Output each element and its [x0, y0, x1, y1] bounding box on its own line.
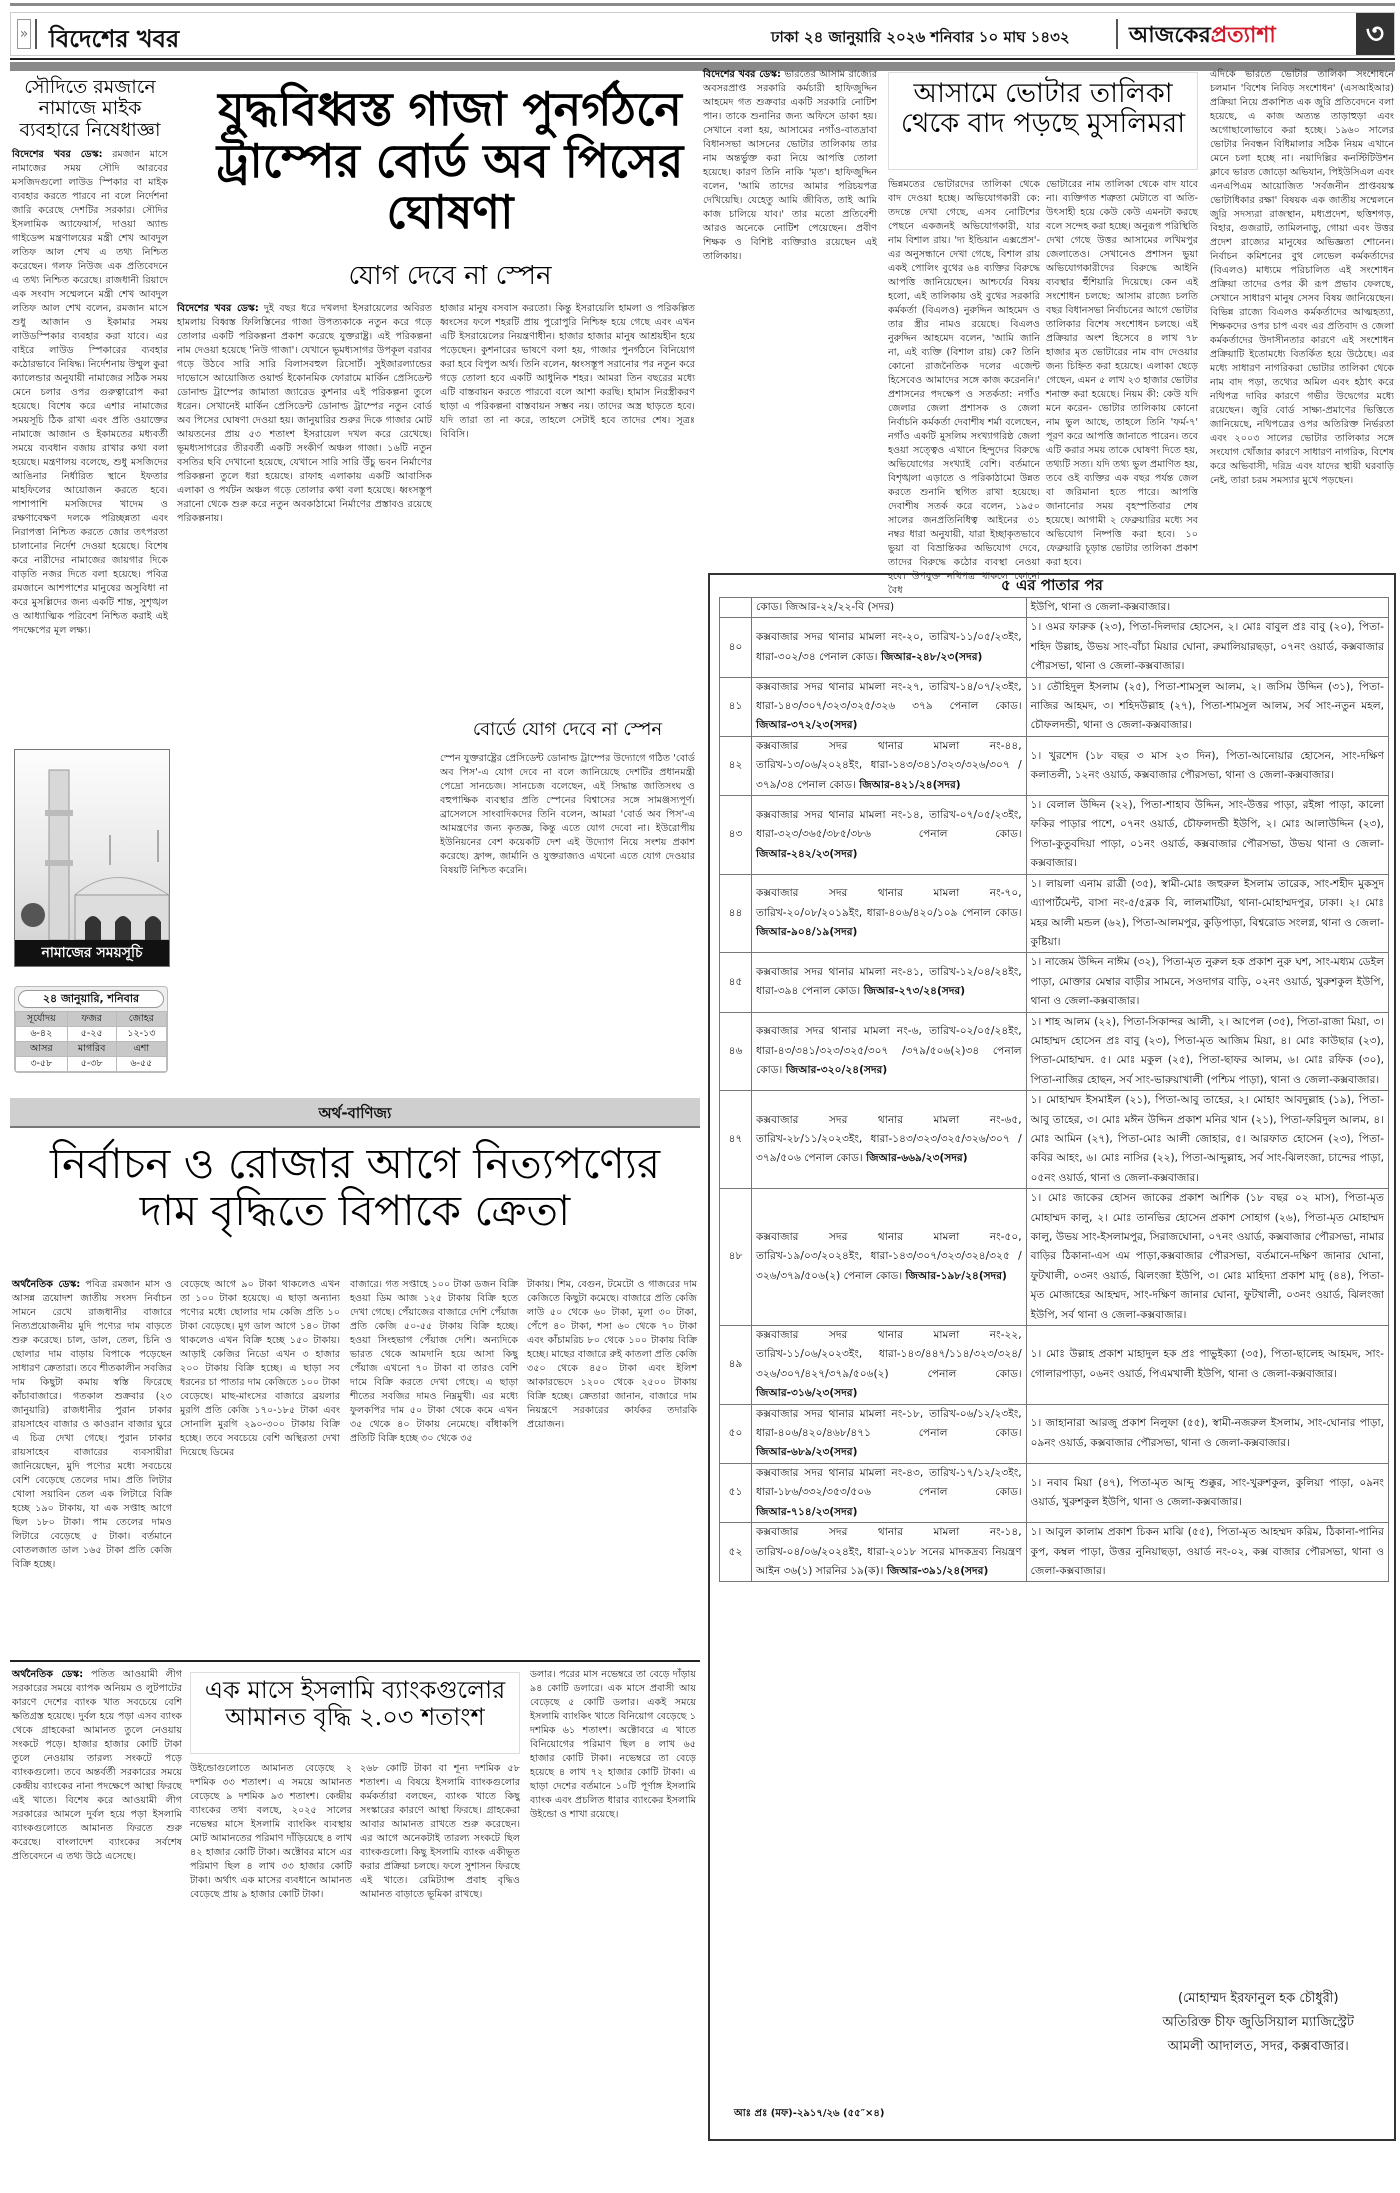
- prayer-time: ১২-১৩: [116, 1027, 166, 1042]
- case-cell: [751, 796, 1026, 875]
- mosque-image: [14, 749, 170, 967]
- case-cell: [751, 1189, 1026, 1326]
- serial-cell: ৪৮: [720, 1189, 752, 1326]
- gr-number: জিআর-৬৮৯/২৩(সদর): [755, 1446, 858, 1459]
- gr-number: জিআর-২৪৮/২৩(সদর): [880, 650, 983, 663]
- dateline: বিদেশের খবর ডেস্ক:: [703, 69, 781, 80]
- case-text: কক্সবাজার সদর থানার মামলা নং-১৪, তারিখ-০৪/০৬/২০২৪ইং, ধারা-২০১৮ সনের মাদকদ্রব্য নিয়ন্ত্রণ আইন ৩৬(১) সারনির ১৯(ক)।: [755, 1526, 1022, 1577]
- gr-number: জিআর-৩৯১/২৪(সদর): [886, 1564, 989, 1577]
- accused-cell: ১। খুরশেদ (১৮ বছর ৩ মাস ২৩ দিন), পিতা-আনোয়ার হোসেন, সাং-দক্ষিণ কলাতলী, ১২নং ওয়ার্ড, কক্সবাজার পৌরসভা, থানা ও জেলা-কক্সবাজার।: [1026, 736, 1388, 795]
- case-cell: [751, 736, 1026, 795]
- table-row: [720, 736, 1389, 795]
- article-text: এদিকে ভারতে ভোটার তালিকা সংশোধনে চলমান 'বিশেষ নিবিড় সংশোধন' (এসআইআর) প্রক্রিয়া নিয়ে প্রকাশিত এক জুরি প্রতিবেদনে বলা হয়েছে, এ কাজ অত্যন্ত তাড়াহুড়া এবং অগোছালোভাবে করা হচ্ছে। ১৯৬০ সালের ভোটার নিবন্ধন বিধিমালার সঠিক নিয়ম এখানে মেনে চলা হচ্ছে না। নয়াদিল্লির কনস্টিটিউশন ক্লাবে ভারত জোড়ো অভিযান, পিইউসিএল এবং এনএপিএম আয়োজিত 'সর্বজনীন প্রাপ্তবয়স্ক ভোটাধিকার রক্ষা' বিষয়ক এক জাতীয় সম্মেলনে জুরি সদস্যরা রাজস্থান, মধ্যপ্রদেশ, ছত্তিশগড়, বিহার, গুজরাট, তামিলনাড়ু, গোয়া এবং উত্তর প্রদেশ রাজ্যের মানুষের অভিজ্ঞতা শোনেন। নির্বাচন কমিশনের বুথ লেভেল কর্মকর্তাদের (বিএলও) মাধ্যমে পরিচালিত এই সংশোধন প্রক্রিয়া তাদের ওপর কী রূপ প্রভাব ফেলছে, সেখানে সাধারণ মানুষ সেসব বিষয় জানিয়েছেন। বিভিন্ন রাজ্যে বিএলও কর্মকর্তাদের আত্মহত্যা, শিক্ষকদের ওপর চাপ এবং এর প্রতিবাদ ও জেলা কর্মকর্তাদের উদাসীনতার কারণে এই সংশোধন প্রক্রিয়াটি ইতোমধ্যে বিতর্কিত হয়ে উঠেছে। এর মধ্যে সাধারণ নাগরিকরা ভোটার তালিকা থেকে নাম বাদ পড়া, তথ্যের অমিল এবং হঠাৎ করে নথিপত্র দাবির কারণে গভীর উদ্বেগের মধ্যে রয়েছেন। জুরি বোর্ড সাক্ষ্য-প্রমাণের ভিত্তিতে জানিয়েছে, নথিপত্রের ওপর অতিরিক্ত নির্ভরতা এবং ২০০৩ সালের ভোটার তালিকার সঙ্গে সংযোগ খোঁজার কারণে সাধারণ নাগরিক, বিশেষ করে অভিবাসী, দরিদ্র এবং যাদের স্থায়ী ঘরবাড়ি নেই, তারা চরম সমস্যার মুখে পড়ছেন।: [1210, 69, 1394, 486]
- assam-col-4: [1210, 68, 1394, 566]
- assam-headline: আসামে ভোটার তালিকা থেকে বাদ পড়ছে মুসলিমরা: [900, 78, 1186, 140]
- serial-cell: ৪৯: [720, 1326, 752, 1405]
- assam-headline-box: [888, 72, 1198, 170]
- signature-name: (মোহাম্মদ ইরফানুল হক চৌধুরী): [1177, 1991, 1339, 2006]
- table-row: [720, 874, 1389, 953]
- prayer-time: ৬-৫৫: [116, 1057, 166, 1072]
- gr-number: জিআর-৭১৪/২৩(সদর): [755, 1505, 858, 1518]
- serial-cell: ৪৬: [720, 1012, 752, 1091]
- top-rule: [10, 3, 1395, 6]
- prayer-date: ২৪ জানুয়ারি, শনিবার: [18, 990, 164, 1008]
- assam-col-3: [1046, 178, 1198, 566]
- accused-cell: ১। ওমর ফারুক (২৩), পিতা-দিলদার হোসেন, ২। মোঃ বাবুল প্রঃ বাবু (২০), পিতা-শহিদ উল্লাহ, উভয় সাং-বাঁচা মিয়ার ঘোনা, রুমালিয়ারছড়া, ০৭নং ওয়ার্ড, কক্সবাজার পৌরসভা, থানা ও জেলা-কক্সবাজার।: [1026, 618, 1388, 677]
- serial-cell: ৪০: [720, 618, 752, 677]
- header-divider: [1116, 19, 1118, 49]
- article-text: ভারতের আসাম রাজ্যের অবসরপ্রাপ্ত সরকারি কর্মচারী হাফিজুদ্দিন আহমেদ গত শুক্রবার একটি সরকারি নোটিশ পান। তাকে শুনানির জন্য অফিসে ডাকা হয়। সেখানে বলা হয়, আসামের নগাঁও-বাতদ্রাবা বিধানসভা আসনের ভোটার তালিকায় তার নাম অন্তর্ভুক্ত করা নিয়ে আপত্তি তোলা হয়েছে। কারণ তিনি নাকি 'মৃত'। হাফিজুদ্দিন বলেন, 'আমি তাদের আমার পরিচয়পত্র দেখিয়েছি। যেহেতু আমি জীবিত, তাই আমি কাজ চালিয়ে যাব।' তার মতো প্রতিবেশী আরও অনেকে নোটিশ পেয়েছেন। প্রবীণ শিক্ষক ও বিশিষ্ট ব্যক্তিরাও রয়েছেন এই তালিকায়।: [703, 69, 877, 262]
- case-text: কক্সবাজার সদর থানার মামলা নং-২৭, তারিখ-১৪/০৭/২৩ইং, ধারা-১৪৩/৩০৭/৩২৩/৩২৫/৩২৬ ৩৭৯ পেনাল কোড।: [755, 680, 1022, 713]
- article-text: বাজারে। গত সপ্তাহে ১০০ টাকা ডজন বিক্রি হওয়া ডিম আজ ১২৫ টাকায় বিক্রি হতে দেখা গেছে। পেঁয়াজের বাজারে দেশি পেঁয়াজ প্রতি কেজি ৫০-৫৫ টাকায় বিক্রি হচ্ছে। হওয়া সিংহভাগ পেঁয়াজ দেশি। অন্যদিকে ভারত থেকে আমদানি হয়ে আসা কিছু পেঁয়াজ এখনো ৭০ টাকা বা তারও বেশি দামে বিক্রি করতে দেখা গেছে। এ ছাড়া শীতের সবজির দামও নিম্নমুখী। এর মধ্যে ফুলকপির দাম ৫০ টাকা থেকে কমে এখন ৩৫ থেকে ৪০ টাকায় নেমেছে। বাঁধাকপি প্রতিটি বিক্রি হচ্ছে ৩০ থেকে ৩৫: [350, 1279, 518, 1444]
- serial-cell: ৪১: [720, 677, 752, 736]
- article-text: রমজান মাসে নামাজের সময় সৌদি আরবের মসজিদগুলো লাউড স্পিকার বা মাইক ব্যবহার করতে পারবে না বলে নির্দেশনা জারি করেছে দেশটির সরকার। সৌদির ইসলামিক অ্যাফেয়ার্স, দাওয়া অ্যান্ড গাইডেন্স মন্ত্রণালয়ের মন্ত্রী শেখ আবদুল লতিফ আল শেখ এ তথ্য নিশ্চিত করেছেন। গলফ নিউজ এক প্রতিবেদনে এ তথ্য নিশ্চিত করেছে। রাজধানী রিয়াদে এক সংবাদ সম্মেলনে মন্ত্রী শেখ আবদুল লতিফ আল শেখ বলেন, রমজান মাসে শুধু আজান ও ইকামার সময় লাউডস্পিকার ব্যবহার করা যাবে। এর বাইরে লাউড স্পিকারের ব্যবহার কঠোরভাবে নিষিদ্ধ। নির্দেশনায় উম্মুল কুরা ক্যালেন্ডার অনুযায়ী নামাজের সঠিক সময় মেনে চলার ওপর গুরুত্বারোপ করা হয়েছে। বিশেষ করে এশার নামাজের সময়সূচি ঠিক রাখা এবং প্রতি ওয়াক্তের নামাজে আজান ও ইকামতের মধ্যবর্তী সময়ে ব্যবধান বজায় রাখার কথা বলা হয়েছে। মন্ত্রণালয় বলেছে, শুধু মসজিদের আঙিনার নির্ধারিত স্থানে ইফতার মাহফিলের আয়োজন করতে হবে। পাশাপাশি মসজিদের খাদেম ও রক্ষণাবেক্ষণ দলকে পরিচ্ছন্নতা এবং নিরাপত্তা নিশ্চিত করতে জোর তৎপরতা চালানোর নির্দেশ দেওয়া হয়েছে। বিশেষ করে নারীদের নামাজের জায়গার দিকে বাড়তি নজর দিতে বলা হয়েছে। পবিত্র রমজানে আশপাশের মানুষের অসুবিধা না করে মুসল্লিদের জন্য একটি শান্ত, সুশৃঙ্খল ও আধ্যাত্মিক পরিবেশ নিশ্চিত করাই এই পদক্ষেপের মূল লক্ষ্য।: [12, 149, 168, 636]
- case-text: কক্সবাজার সদর থানার মামলা নং-৪৪, তারিখ-১৩/০৬/২০২৪ইং, ধারা-১৪৩/৩৪১/৩২৩/৩২৬/৩০৭ /৩৭৯/৩৪ পেনাল কোড।: [755, 739, 1022, 791]
- prayer-time: ৬-৪২: [16, 1027, 68, 1042]
- gaza-col-1: [177, 302, 432, 1072]
- spain-subhead: বোর্ডে যোগ দেবে না স্পেন: [472, 719, 663, 740]
- gr-number: জিআর-৩৭২/২৩(সদর): [755, 719, 858, 732]
- prayer-time: ৩-৫৮: [16, 1057, 68, 1072]
- accused-cell: ১। মোঃ জাকের হোসন জাকের প্রকাশ আশিক (১৮ বছর ০২ মাস), পিতা-মৃত মোহাম্মদ কালু, ২। মোঃ তানভির হোসেন প্রকাশ সোহাগ (২৬), পিতা-মৃত মোহাম্মদ কালু, উভয় সাং-ইসলামপুর, সিরাজঘোনা, ০৭নং ওয়ার্ড, কক্সবাজার পৌরসভা, নামার বাড়ির ঠিকানা-এস এম পাড়া,কক্সবাজার পৌরসভা, বর্তমানে-দক্ষিণ জানার ঘোনা, ফুটখালী, ০৩নং ওয়ার্ড, ঝিলংজা ইউপি, ৩। মোঃ মাহিদ্যা প্রকাশ মাদু (৪৪), পিতা-মৃত মোজাহের আহম্মদ, সাং-দক্ষিণ জানার ঘোনা, ফুটখালী, ০৩নং ওয়ার্ড, ঝিলংজা ইউপি, সর্ব থানা ও জেলা-কক্সবাজার।: [1026, 1189, 1388, 1326]
- saudi-body: [12, 148, 168, 738]
- case-text: কক্সবাজার সদর থানার মামলা নং-৪৩, তারিখ-১৭/১২/২৩ইং, ধারা-১৮৬/৩৩২/৩৫৩/৫০৬ পেনাল কোড।: [755, 1466, 1022, 1499]
- newspaper-logo: [1129, 18, 1276, 55]
- prayer-label: আসর: [16, 1042, 68, 1057]
- gaza-col-2: [440, 302, 695, 712]
- article-text: ডলার। পরের মাস নভেম্বরে তা বেড়ে দাঁড়ায় ৯৪ কোটি ডলারে। এক মাসে প্রবাসী আয় বেড়েছে ৫ কোটি ডলার। একই সময়ে ইসলামি ব্যাংকিং খাতে বিনিয়োগ বেড়েছে ১ দশমিক ৬১ শতাংশ। অক্টোবরে এ খাতে বিনিয়োগের পরিমাণ ছিল ৪ লাখ ৬৫ হাজার কোটি টাকা। নভেম্বরে তা বেড়ে হয়েছে ৪ লাখ ৭২ হাজার কোটি টাকা। এ ছাড়া দেশের বর্তমানে ১০টি পূর্ণাঙ্গ ইসলামি ব্যাংক এবং প্রচলিত ধারার ব্যাংকের ইসলামি উইন্ডো ও শাখা রয়েছে।: [530, 1669, 696, 1820]
- gr-number: জিআর-৩১৬/২৩(সদর): [755, 1387, 858, 1400]
- table-row: [720, 1012, 1389, 1091]
- accused-cell: ১। শাহ আলম (২২), পিতা-সিকান্দর আলী, ২। আপেল (৩৫), পিতা-রাজা মিয়া, ৩। মোহাম্মদ হোসেন প্রঃ বাবু (২৩), পিতা-মৃত আজিম মিয়া, ৪। মোঃ কাউছার (২৩), পিতা-মোহাম্মদ. ৫। মোঃ মকুল (২৫), পিতা-ছাফর আলম, ৬। মোঃ রফিক (৩০), পিতা-নাজির হোছন, সর্ব সাং-ভারুয়াখালী (পশ্চিম পাড়া), থানা ও জেলা-কক্সবাজার।: [1026, 1012, 1388, 1091]
- table-row: [720, 618, 1389, 677]
- gaza-col-3: [440, 752, 695, 1072]
- chevron-icon: »: [17, 19, 31, 49]
- case-text: কক্সবাজার সদর থানার মামলা নং-২০, তারিখ-১১/০৫/২৩ইং, ধারা-৩০২/৩৪ পেনাল কোড।: [755, 631, 1022, 663]
- gr-number: জিআর-২৭৩/২৪(সদর): [863, 985, 966, 998]
- dateline: অর্থনৈতিক ডেস্ক:: [12, 1669, 84, 1680]
- prayer-time: ৫-৩৮: [67, 1057, 116, 1072]
- prayer-label: জোহর: [116, 1012, 166, 1027]
- case-cell: [751, 1091, 1026, 1189]
- table-row: [720, 796, 1389, 875]
- bank-col-2: [190, 1762, 352, 2182]
- case-cell: [751, 618, 1026, 677]
- notice-title: ৫ এর পাতার পর: [1001, 576, 1103, 594]
- prayer-time: ৫-২৫: [67, 1027, 116, 1042]
- assam-col-2: [888, 178, 1040, 596]
- header-rule: [10, 58, 1395, 60]
- serial-cell: ৫২: [720, 1523, 752, 1582]
- business-col-1: [12, 1278, 172, 1643]
- serial-cell: ৪২: [720, 736, 752, 795]
- case-cell: কোড। জিআর-২২/২২-বি (সদর): [751, 598, 1026, 618]
- case-cell: [751, 1012, 1026, 1091]
- prayer-label: মাগরিব: [67, 1042, 116, 1057]
- accused-cell: ১। জাহানারা আরজু প্রকাশ নিলুফা (৫৫), স্বামী-নজরুল ইসলাম, সাং-ঘোনার পাড়া, ০৯নং ওয়ার্ড, কক্সবাজার পৌরসভা, থানা ও জেলা-কক্সবাজার।: [1026, 1404, 1388, 1463]
- mosque-icon: [15, 750, 169, 940]
- prayer-title: নামাজের সময়সূচি: [15, 940, 169, 966]
- prayer-label: ফজর: [67, 1012, 116, 1027]
- bank-col-4: [530, 1668, 696, 2183]
- serial-cell: ৪৭: [720, 1091, 752, 1189]
- section-band: [10, 1098, 700, 1128]
- article-text: স্পেন যুক্তরাষ্ট্রের প্রেসিডেন্ট ডোনাল্ড ট্রাম্পের উদ্যোগে গঠিত 'বোর্ড অব পিস'-এ যোগ দেবে না বলে জানিয়েছে দেশটির প্রধানমন্ত্রী পেদ্রো সানচেজ। সানচেজ বলেছেন, এই সিদ্ধান্ত জাতিসংঘ ও বহুপাক্ষিক ব্যবস্থার প্রতি স্পেনের বিশ্বাসের সঙ্গে সামঞ্জস্যপূর্ণ। ব্রাসেলসে সাংবাদিকদের তিনি বলেন, আমরা 'বোর্ড অব পিস'-এ আমন্ত্রণের জন্য কৃতজ্ঞ, কিন্তু এতে যোগ দেবো না। ইউরোপীয় ইউনিয়নের বেশ কয়েকটি দেশ এই উদ্যোগ নিয়ে সংশয় প্রকাশ করেছে। ফ্রান্স, জার্মানি ও যুক্তরাজ্যও এখনো এতে যোগ দেওয়ার বিষয়টি নিশ্চিত করেনি।: [440, 753, 695, 876]
- gr-number: জিআর-১৯৮/২৪(সদর): [905, 1269, 1007, 1282]
- article-text: দুই বছর ধরে দখলদা ইসরায়েলের অবিরত হামলায় বিধ্বস্ত ফিলিস্তিনের গাজা উপত্যকাকে নতুন করে গড়ে তোলার একটি পরিকল্পনা প্রকাশ করেছে যুক্তরাষ্ট্র। এই পরিকল্পনা নাম দেওয়া হয়েছে 'নিউ গাজা'। যেখানে ভূমধ্যসাগর উপকূল বরাবর গড়ে উঠবে সারি সারি বিলাসবহুল রিসোর্ট। সুইজারল্যান্ডের দাভোসে আয়োজিত ওয়ার্ল্ড ইকোনমিক ফোরামে মার্কিন প্রেসিডেন্ট ডোনাল্ড ট্রাম্পের জামাতা জ্যারেড কুশনার এই পরিকল্পনা তুলে ধরেন। সেখানেই মার্কিন প্রেসিডেন্ট ডোনাল্ড ট্রাম্পের নতুন বোর্ড অব পিসের ঘোষণা দেওয়া হয়। জানুয়ারির শুরুর দিকে গাজার মোট আয়তনের প্রায় ৫৩ শতাংশ ইসরায়েল দখল করে রেখেছে। ভূমধ্যসাগরের তীরবর্তী একটি সংকীর্ণ অঞ্চল গাজা। ১৬টি নতুন বসতির ছবি দেখানো হয়েছে, যেখানে সারি সারি উঁচু ভবন নির্মাণের পরিকল্পনা তুলে ধরা হয়েছে। রাফাহ এলাকায় একটি আবাসিক এলাকা ও পর্যটন অঞ্চল গড়ে তোলার কথা বলা হয়েছে। ধ্বংসস্তূপ সরানো থেকে শুরু করে নতুন অবকাঠামো নির্মাণের প্রস্তাবও রয়েছে পরিকল্পনায়।: [177, 303, 433, 524]
- case-cell: [751, 1326, 1026, 1405]
- article-text: পবিত্র রমজান মাস ও আসন্ন ত্রয়োদশ জাতীয় সংসদ নির্বাচন সামনে রেখে রাজধানীর বাজারে নিত্যপ্রয়োজনীয় মুদি পণ্যের দাম বাড়তে শুরু করেছে। চাল, ডাল, তেল, চিনি ও ছোলার দাম বাড়ায় বিপাকে পড়েছেন সাধারণ ক্রেতারা। তবে শীতকালীন সবজির দাম কিছুটা কমায় স্বস্তি ফিরেছে কাঁচাবাজারে। গতকাল শুক্রবার (২৩ জানুয়ারি) রাজধানীর পুরান ঢাকার রায়সাহেব বাজার ও কাওরান বাজার ঘুরে এ চিত্র দেখা গেছে। পুরান ঢাকার রায়সাহেব বাজারের ব্যবসায়ীরা জানিয়েছেন, মুদি পণ্যের মধ্যে সবচেয়ে বেশি বেড়েছে তেলের দাম। প্রতি লিটার খোলা সয়াবিন তেল এক লিটারে বিক্রি হচ্ছে ১৯০ টাকায়, যা এক সপ্তাহ আগে ছিল ১৮০ টাকা। পাম তেলের দামও লিটারে বেড়েছে ৫ টাকা। বর্তমানে বোতলজাত ডাল ১৬৫ টাকা প্রতি কেজি বিক্রি হচ্ছে।: [12, 1279, 172, 1570]
- table-row: [720, 953, 1389, 1012]
- gr-number: জিআর-২৪২/২৩(সদর): [755, 847, 858, 860]
- case-cell: [751, 1523, 1026, 1582]
- accused-cell: ১। লায়লা এনাম রাত্রী (৩৫), স্বামী-মোঃ জহুরুল ইসলাম তারেক, সাং-শহীদ মুকসুদ এ্যাপার্টমেন্ট, বাসা নং-৫/৫ব্লক বি, লালমাটিয়া, থানা-মোহাম্মদপুর, ঢাকা। ২। মোঃ মহর আলী মন্ডল (৬২), পিতা-আলমপুর, কুড়িপাড়া, বিশ্বরোড সংলগ্ন, থানা ও জেলা-কুষ্টিয়া।: [1026, 874, 1388, 953]
- dateline: বিদেশের খবর ডেস্ক:: [177, 303, 259, 314]
- business-col-2: [180, 1278, 340, 1643]
- signature-block: [1163, 1987, 1354, 2059]
- accused-cell: ১। নাজেম উদ্দিন নাঈম (৩২), পিতা-মৃত নুরুল হক প্রকাশ নুরু ঘশ, সাং-মধ্যম ডেইল পাড়া, মোক্তার মেম্বার বাড়ীর সামনে, সওদাগর বাড়ি, ০২নং ওয়ার্ড, খুরুশকুল ইউপি, থানা ও জেলা-কক্সবাজার।: [1026, 953, 1388, 1012]
- gr-number: জিআর-৬৬৯/২৩(সদর): [866, 1152, 968, 1165]
- case-text: কক্সবাজার সদর থানার মামলা নং-৬৫, তারিখ-২৮/১১/২০২৩ইং, ধারা-১৪৩/৩২৩/৩২৫/৩২৬/৩০৭ /৩৭৯/৫০৬ পেনাল কোড।: [755, 1113, 1022, 1165]
- business-col-3: [350, 1278, 518, 1643]
- notice-table: [719, 597, 1389, 1582]
- table-row: [720, 598, 1389, 618]
- serial-cell: ৫০: [720, 1404, 752, 1463]
- assam-col-1: [703, 68, 877, 563]
- bank-col-1: [12, 1668, 182, 2183]
- ad-code: আঃ প্রঃ (মফ)-২৯১৭/২৬ (৫৫″×৪): [734, 2108, 885, 2119]
- article-text: টাকায়। শিম, বেগুন, টমেটো ও গাজরের দাম কেজিতে কিছুটা কমেছে। বাজারে প্রতি কেজি লাউ ৫০ থেকে ৬০ টাকা, মূলা ৩০ টাকা, পেঁপে ৪০ টাকা, শসা ৬০ থেকে ৭০ টাকা এবং কাঁচামরিচ ৮০ থেকে ১০০ টাকায় বিক্রি হচ্ছে। মাছের বাজারে রুই কাতলা প্রতি কেজি ৩৫০ থেকে ৪৫০ টাকা এবং ইলিশ আকারভেদে ১২০০ থেকে ২৫০০ টাকায় বিক্রি হচ্ছে। ক্রেতারা জানান, বাজারে দাম নিয়ন্ত্রণে সরকারের কার্যকর তদারকি প্রয়োজন।: [527, 1279, 697, 1430]
- accused-cell: ১। বেলাল উদ্দিন (২২), পিতা-শাহাব উদ্দিন, সাং-উত্তর পাড়া, রইঙ্গা পাড়া, কালো ফকির পাড়ার পাশে, ০৭নং ওয়ার্ড, চৌফলদন্ডী ইউপি, ২। মোঃ আলাউদ্দিন (২৩), পিতা-কুতুবদিয়া পাড়া, ০১নং ওয়ার্ড, কক্সবাজার পৌরসভা, উভয় থানা ও জেলা-কক্সবাজার।: [1026, 796, 1388, 875]
- section-label: অর্থ-বাণিজ্য: [318, 1104, 392, 1122]
- article-text: ২৬৮ কোটি টাকা বা শূন্য দশমিক ৫৮ শতাংশ। এ বিষয়ে ইসলামি ব্যাংকগুলোর কর্মকর্তারা বলছেন, ব্যাংক খাতে কিছু সংস্কারের কারণে আস্থা ফিরছে। গ্রাহকেরা আবার আমানত রাখতে শুরু করেছেন। এর আগে অনেকটাই তারল্য সংকটে ছিল ব্যাংকগুলো। কিছু ইসলামি ব্যাংক একীভূত করার প্রক্রিয়া চলছে। ফলে সুশাসন ফিরছে এই খাতে। রেমিট্যান্স প্রবাহ বৃদ্ধিও আমানত বাড়াতে ভূমিকা রাখছে।: [360, 1763, 520, 1900]
- issue-date: ঢাকা ২৪ জানুয়ারি ২০২৬ শনিবার ১০ মাঘ ১৪৩২: [771, 28, 1070, 46]
- accused-cell: ইউপি, থানা ও জেলা-কক্সবাজার।: [1026, 598, 1388, 618]
- serial-cell: ৪৫: [720, 953, 752, 1012]
- table-row: [720, 1189, 1389, 1326]
- accused-cell: ১। মোহাম্মদ ইসমাইল (২১), পিতা-আবু তাহের, ২। মোহাং আবদুল্লাহ (১৯), পিতা-আবু তাহের, ৩। মোঃ মঈন উদ্দিন প্রকাশ মনির খান (২১), পিতা-ফরিদুল আলম, ৪। মোঃ আমিন (২৭), পিতা-মোঃ আলী জোহার, ৫। আরফাত হোসেন (২৩), পিতা-কবির আহং, ৬। মোঃ নাসির (২২), পিতা-আব্দুল্লাহ, সর্ব সাং-ঝিলংজা, চান্দের পাড়া, ০৫নং ওয়ার্ড, থানা ও জেলা-কক্সবাজার।: [1026, 1091, 1388, 1189]
- table-row: [720, 1091, 1389, 1189]
- table-row: [720, 1523, 1389, 1582]
- business-col-4: [527, 1278, 697, 1643]
- bank-col-3: [360, 1762, 520, 2182]
- prayer-label: এশা: [116, 1042, 166, 1057]
- signature-court: আমলী আদালত, সদর, কক্সবাজার।: [1167, 2039, 1349, 2054]
- case-cell: [751, 874, 1026, 953]
- case-text: কক্সবাজার সদর থানার মামলা নং-৫০, তারিখ-১৯/০৩/২০২৪ইং, ধারা-১৪৩/৩০৭/৩২৩/৩২৪/৩২৫ /৩২৬/৩৭৯/৫০৬(২) পেনাল কোড।: [755, 1231, 1022, 1282]
- gr-number: জিআর-৯০৪/১৯(সদর): [755, 926, 858, 939]
- accused-cell: ১। আবুল কালাম প্রকাশ চিকন মাঝি (৫৫), পিতা-মৃত আহম্মদ করিম, ঠিকানা-পানির কুপ, কম্বল পাড়া, উত্তর নুনিয়াছড়া, ওয়ার্ড নং-০২, কক্স বাজার পৌরসভা, থানা ও জেলা-কক্সবাজার।: [1026, 1523, 1388, 1582]
- gr-number: জিআর-৪২১/২৪(সদর): [859, 778, 961, 791]
- case-cell: [751, 1404, 1026, 1463]
- article-text: উইন্ডোগুলোতে আমানত বেড়েছে ২ দশমিক ৩৩ শতাংশ। এ সময়ে আমানত বেড়েছে ৯ দশমিক ৯৩ শতাংশ। কেন্দ্রীয় ব্যাংকের তথ্য বলছে, ২০২৫ সালের নভেম্বর মাসে ইসলামি ব্যাংকিং ব্যবস্থায় মোট আমানতের পরিমাণ দাঁড়িয়েছে ৪ লাখ ৪২ হাজার কোটি টাকা। অক্টোবর মাসে এর পরিমাণ ছিল ৪ লাখ ৩৩ হাজার কোটি টাকা। অর্থাৎ এক মাসের ব্যবধানে আমানত বেড়েছে প্রায় ৯ হাজার কোটি টাকা।: [190, 1763, 352, 1900]
- serial-cell: ৫১: [720, 1463, 752, 1522]
- gaza-subhead: যোগ দেবে না স্পেন: [348, 261, 552, 291]
- serial-cell: ৪৩: [720, 796, 752, 875]
- logo-text: আজকের: [1129, 22, 1211, 48]
- case-text: কক্সবাজার সদর থানার মামলা নং-১৮, তারিখ-০৬/১২/২৩ইং, ধারা-৪০৬/৪২০/৪৬৮/৪৭১ পেনাল কোড।: [755, 1407, 1022, 1440]
- case-text: কক্সবাজার সদর থানার মামলা নং-৪১, তারিখ-১২/০৪/২৪ইং, ধারা-৩৯৪ পেনাল কোড।: [755, 966, 1022, 998]
- header-divider: [35, 19, 37, 49]
- dateline: অর্থনৈতিক ডেস্ক:: [12, 1279, 81, 1290]
- case-cell: [751, 953, 1026, 1012]
- business-headline: নির্বাচন ও রোজার আগে নিত্যপণ্যের দাম বৃদ্ধিতে বিপাকে ক্রেতা: [49, 1139, 661, 1236]
- legal-notice: [708, 573, 1396, 2141]
- article-text: হাজার মানুষ বসবাস করতো। কিন্তু ইসরায়েলি হামলা ও পরিকল্পিত ধ্বংসের ফলে শহরটি প্রায় পুরোপুরি নিশ্চিহ্ন হয়ে গেছে এবং এখন এটি ইসরায়েলের নিয়ন্ত্রণাধীন। হাজার হাজার মানুষ আশ্রয়হীন হয়ে পড়েছেন। কুশনারের ভাষণে বলা হয়, গাজার পুনর্গঠনে বিনিয়োগ করা হবে বিপুল অর্থ। তিনি বলেন, ধ্বংসস্তূপ সরানোর পর নতুন করে গড়ে তোলা হবে একটি আধুনিক শহর। আমরা তিন বছরের মধ্যে এটি বাস্তবায়ন করতে পারবো বলে আশা করছি। হামাস নিরস্ত্রীকরণ ছাড়া এ পরিকল্পনা বাস্তবায়ন সম্ভব নয়। তাদের অস্ত্র ছাড়তে হবে। যদি তারা তা না করে, তাহলে সেটাই হবে তাদের শেষ। সূত্রঃ বিবিসি।: [440, 303, 695, 440]
- case-text: কক্সবাজার সদর থানার মামলা নং-৭০, তারিখ-২০/০৮/২০১৯ইং, ধারা-৪০৬/৪২০/১০৯ পেনাল কোড।: [755, 887, 1022, 919]
- gaza-headline: যুদ্ধবিধ্বস্ত গাজা পুনর্গঠনে ট্রাম্পের বোর্ড অব পিসের ঘোষণা: [216, 82, 684, 240]
- section-title: বিদেশের খবর: [49, 24, 180, 53]
- logo-text-red: প্রত্যাশা: [1210, 22, 1276, 48]
- dateline: বিদেশের খবর ডেস্ক:: [12, 149, 103, 160]
- bank-headline-box: [190, 1672, 520, 1754]
- case-cell: [751, 677, 1026, 736]
- table-row: [720, 1404, 1389, 1463]
- case-text: কক্সবাজার সদর থানার মামলা নং-৬, তারিখ-০২/০৫/২৪ইং, ধারা-৪৩/৩৪১/৩২৩/৩২৫/৩০৭ /৩৭৯/৫০৬(২)৩৪ পেনাল কোড।: [755, 1025, 1022, 1077]
- prayer-times-table: [14, 986, 168, 1073]
- article-text: ভোটারের নাম তালিকা থেকে বাদ যাবে না। ব্যক্তিগত শত্রুতা মেটাতে বা অতি-উৎসাহী হয়ে কেউ কেউ এমনটা করছে বলে সন্দেহ করা হচ্ছে। অনুরূপ পরিস্থিতি দেখা গেছে উত্তর আসামের লখিমপুর জেলাতেও। সেখানেও প্রশাসন ভুয়া অভিযোগকারীদের বিরুদ্ধে আইনি ব্যবস্থার হুঁশিয়ারি দিয়েছে। কেন এই সংশোধন চলছে: আসাম রাজ্যে চলতি বছর বিধানসভা নির্বাচনের আগে ভোটার তালিকার বিশেষ সংশোধন চলছে। এই প্রক্রিয়ার অংশ হিসেবে ৪ লাখ ৭৮ হাজার মৃত ভোটারের নাম বাদ দেওয়ার জন্য চিহ্নিত করা হয়েছে। এলাকা ছেড়ে গেছেন, এমন ৫ লাখ ২৩ হাজার ভোটার শনাক্ত করা হয়েছে। নিয়ম কী: কেউ যদি মনে করেন- ভোটার তালিকায় কোনো নাম ভুল আছে, তাহলে তিনি 'ফর্ম-৭' পূরণ করে আপত্তি জানাতে পারেন। তবে এটি করার সময় তাকে ঘোষণা দিতে হয়, তথ্যটি সত্য। যদি তথ্য ভুল প্রমাণিত হয়, তবে ওই ব্যক্তির এক বছর পর্যন্ত জেল বা জরিমানা হতে পারে। আপত্তি জানানোর সময় বৃহস্পতিবার শেষ হয়েছে। আগামী ২ ফেব্রুয়ারির মধ্যে সব অভিযোগ নিষ্পত্তি করা হবে। ১০ ফেব্রুয়ারি চূড়ান্ত ভোটার তালিকা প্রকাশ করা হবে।: [1046, 179, 1198, 568]
- article-text: বেড়েছে আগে ৯০ টাকা থাকলেও এখন তা ১০০ টাকা হয়েছে। এ ছাড়া অন্যান্য পণ্যের মধ্যে ছোলার দাম কেজি প্রতি ১০ টাকা বেড়েছে। মুগ ডাল আগে ১৪০ টাকা থাকলেও এখন বিক্রি হচ্ছে ১৫০ টাকায়। আড়াই কেজির নিডো এখন ৩ হাজার ২০০ টাকায় বিক্রি হচ্ছে। এ ছাড়া সব ধরনের চা পাতার দাম কেজিতে ১০০ টাকা বেড়েছে। মাছ-মাংসের বাজারে ব্রয়লার মুরগি প্রতি কেজি ১৭০-১৮৫ টাকা এবং সোনালি মুরগি ২৯০-৩০০ টাকায় বিক্রি হচ্ছে। তবে সবচেয়ে বেশি অস্থিরতা দেখা দিয়েছে ডিমের: [180, 1279, 340, 1458]
- serial-cell: ৪৪: [720, 874, 752, 953]
- signature-title: অতিরিক্ত চীফ জুডিসিয়াল ম্যাজিস্ট্রেট: [1162, 2015, 1354, 2030]
- table-row: [720, 1463, 1389, 1522]
- accused-cell: ১। নবাব মিয়া (৪৭), পিতা-মৃত আব্দু শুক্কুর, সাং-খুরুশকুল, কুলিয়া পাড়া, ০৯নং ওয়ার্ড, খুরুশকুল ইউপি, থানা ও জেলা-কক্সবাজার।: [1026, 1463, 1388, 1522]
- table-row: [720, 1326, 1389, 1405]
- bank-headline: এক মাসে ইসলামি ব্যাংকগুলোর আমানত বৃদ্ধি ২.০৩ শতাংশ: [204, 1676, 506, 1731]
- gr-number: জিআর-৩২০/২৪(সদর): [785, 1064, 888, 1077]
- article-text: পতিত আওয়ামী লীগ সরকারের সময়ে ব্যাপক অনিয়ম ও লুটপাটের কারণে দেশের ব্যাংক খাত সবচেয়ে বেশি ক্ষতিগ্রস্ত হয়েছে। দুর্বল হয়ে পড়া এসব ব্যাংক থেকে গ্রাহকেরা আমানত তুলে নেওয়ায় সংকটে পড়ে। হাজার হাজার কোটি টাকা তুলে নেওয়ায় তারল্য সংকটে পড়ে ব্যাংকগুলো। তবে অন্তর্বর্তী সরকারের সময়ে কেন্দ্রীয় ব্যাংকের নানা পদক্ষেপে আস্থা ফিরছে এই খাতে। বিশেষ করে আওয়ামী লীগ সরকারের আমলে দুর্বল হয়ে পড়া ইসলামি ব্যাংকগুলোতে আমানত ফিরতে শুরু করেছে। বাংলাদেশ ব্যাংকের সর্বশেষ প্রতিবেদনে এ তথ্য উঠে এসেছে।: [12, 1669, 182, 1862]
- section-rule: [10, 1660, 700, 1662]
- accused-cell: ১। তৌহিদুল ইসলাম (২৫), পিতা-শামসুল আলম, ২। জসিম উদ্দিন (৩১), পিতা-নাজির আহমদ, ৩। শহিদউল্লাহ (২৭), পিতা-শামসুল আলম, সর্ব সাং-নতুন মহল, চৌফলদন্ডী, থানা ও জেলা-কক্সবাজার।: [1026, 677, 1388, 736]
- saudi-headline: সৌদিতে রমজানে নামাজে মাইক ব্যবহারে নিষেধাজ্ঞা: [19, 76, 161, 141]
- case-cell: [751, 1463, 1026, 1522]
- case-text: কক্সবাজার সদর থানার মামলা নং-১৪, তারিখ-০৭/০৫/২৩ইং, ধারা-৩২৩/৩৬৫/৩৮৫/৩৮৬ পেনাল কোড।: [755, 808, 1022, 841]
- page-number: ৩: [1356, 13, 1394, 55]
- case-text: কক্সবাজার সদর থানার মামলা নং-২২, তারিখ-১১/০৬/২০২৩ইং, ধারা-১৪৩/৪৪৭/১১৪/৩২৩/৩২৪/ ৩২৬/৩০৭/৪২৭/৩৭৯/৫০৬(২) পেনাল কোড।: [755, 1329, 1022, 1380]
- prayer-label: সূর্যোদয়: [16, 1012, 68, 1027]
- table-row: [720, 677, 1389, 736]
- article-text: ভিন্নমতের ভোটারদের তালিকা থেকে বাদ দেওয়া হচ্ছে। অভিযোগকারী কে: তদন্তে দেখা গেছে, এসব নোটিশের পেছনে একজনই অভিযোগকারী, যার নাম বিশাল রায়। 'দ্য ইন্ডিয়ান এক্সপ্রেস'-এর অনুসন্ধানে দেখা গেছে, বিশাল রায় একই পোলিং বুথের ৬৪ ব্যক্তির বিরুদ্ধে আপত্তি জানিয়েছেন। আশ্চর্যের বিষয় হলো, এই তালিকায় ওই বুথের সরকারি কর্মকর্তা (বিএলও) নুরুদ্দিন আহমেদ ও তার স্ত্রীর নামও রয়েছে। বিএলও নুরুদ্দিন আহমেদ বলেন, 'আমি জানি না, এই ব্যক্তি (বিশাল রায়) কে? তিনি কোনো রাজনৈতিক দলের এজেন্ট হিসেবেও আমাদের সঙ্গে কাজ করেননি।' প্রশাসনের পদক্ষেপ ও সতর্কতা: নগাঁও জেলার জেলা প্রশাসক ও জেলা নির্বাচনি কর্মকর্তা দেবাশীষ শর্মা বলেছেন, নগাঁও একটি মুসলিম সংখ্যাগরিষ্ঠ জেলা হওয়া সত্ত্বেও এখানে হিন্দুদের বিরুদ্ধে অভিযোগের সংখ্যাই বেশি। বর্তমানে বিশৃঙ্খলা এড়াতে ও পরিকাঠামো উন্নত করতে শুনানি স্থগিত রাখা হয়েছে। দেবাশীষ সতর্ক করে বলেন, ১৯৫০ সালের জনপ্রতিনিধিত্ব আইনের ৩১ নম্বর ধারা অনুযায়ী, যারা ইচ্ছাকৃতভাবে ভুয়া বা বিভ্রান্তিকর অভিযোগ দেবে, তাদের বিরুদ্ধে কঠোর ব্যবস্থা নেওয়া হবে। উপযুক্ত নথিপত্র থাকলে কোনো বৈধ: [888, 179, 1040, 596]
- page-header: [10, 12, 1395, 56]
- accused-cell: ১। মোঃ উল্লাহ প্রকাশ মাহাদুল হক প্রঃ পাভুইক্যা (৩৫), পিতা-ছালেহ আহমদ, সাং-গোলারপাড়া, ০৬নং ওয়ার্ড, পিএমখালী ইউপি, থানা ও জেলা-কক্সবাজার।: [1026, 1326, 1388, 1405]
